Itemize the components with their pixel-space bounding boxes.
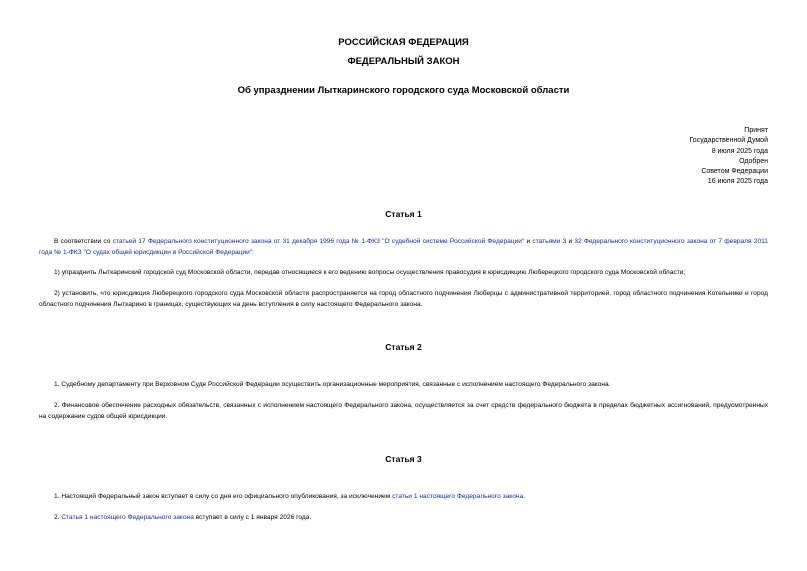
adoption-line: Принят [744,127,768,134]
law-link[interactable]: статьей 17 Федерального конституционного закона от 31 декабря 1996 года № 1-ФКЗ "О судебной системе Российской Федерации" [112,238,525,245]
adoption-line: Советом Федерации [701,168,768,176]
text-run: и [524,238,533,245]
article-3-paragraph-2 [39,513,768,524]
article-2-paragraph-2: 2. Финансовое обеспечение расходных обязательств, связанных с исполнением настоящего Федерального закона, осуществляется за счет средств федерального бюджета в пределах бюджетных ассигнований, предусмотренных на содержание судов общей юрисдикции. [39,402,768,420]
adoption-line: Государственной Думой [689,137,768,145]
article-1-paragraph-2: 2) установить, что юрисдикция Люберецкого городского суда Московской области распространяется на город областного подчинения Люберцы с административной территорией, город областного подчинения Котельники и город областного подчинения Лыткарино в границах, существующих на день вступления в силу настоящего Федерального закона. [39,290,768,308]
article-1-heading: Статья 1 [385,209,422,219]
text-run: и [566,238,575,245]
text-run: . [523,493,526,500]
law-link[interactable]: 32 Федерального конституционного закона от 7 февраля 2011 года № 1-ФКЗ "О судах общей юрисдикции в Российской Федерации" [39,238,768,256]
article-1-paragraph-1: 1) упразднить Лыткаринский городской суд Московской области, передав относящиеся к его ведению вопросы осуществления правосудия в юрисдикцию Люберецкого городского суда Московской области; [54,269,686,276]
article-2-heading: Статья 2 [385,342,422,352]
article-3-heading: Статья 3 [385,454,422,464]
text-run: вступает в силу с 1 января 2026 года. [193,514,312,521]
text-run: : [252,248,254,256]
text-run: В соответствии со [54,238,113,245]
law-title: Об упразднении Лыткаринского городского суда Московской области [237,85,570,96]
article-1-paragraph-intro [39,237,768,258]
doc-type-heading: ФЕДЕРАЛЬНЫЙ ЗАКОН [347,56,460,67]
adoption-line: 16 июля 2025 года [707,178,768,186]
adoption-block [568,126,768,188]
adoption-line: Одобрен [739,157,768,165]
article-2-paragraph-1: 1. Судебному департаменту при Верховном Суде Российской Федерации осуществить организационные мероприятия, связанные с исполнением настоящего Федерального закона. [54,381,611,388]
law-link[interactable]: статьями 3 [532,238,567,245]
adoption-line: 8 июля 2025 года [711,147,768,155]
text-run: 2. [54,514,62,521]
article-3-paragraph-1 [39,492,768,503]
country-heading: РОССИЙСКАЯ ФЕДЕРАЦИЯ [338,37,469,48]
law-link[interactable]: статьи 1 настоящего Федерального закона [392,493,524,500]
text-run: 1. Настоящий Федеральный закон вступает в силу со дня его официального опубликования, за исключением [54,493,393,500]
law-link[interactable]: Статья 1 настоящего Федерального закона [61,514,194,521]
